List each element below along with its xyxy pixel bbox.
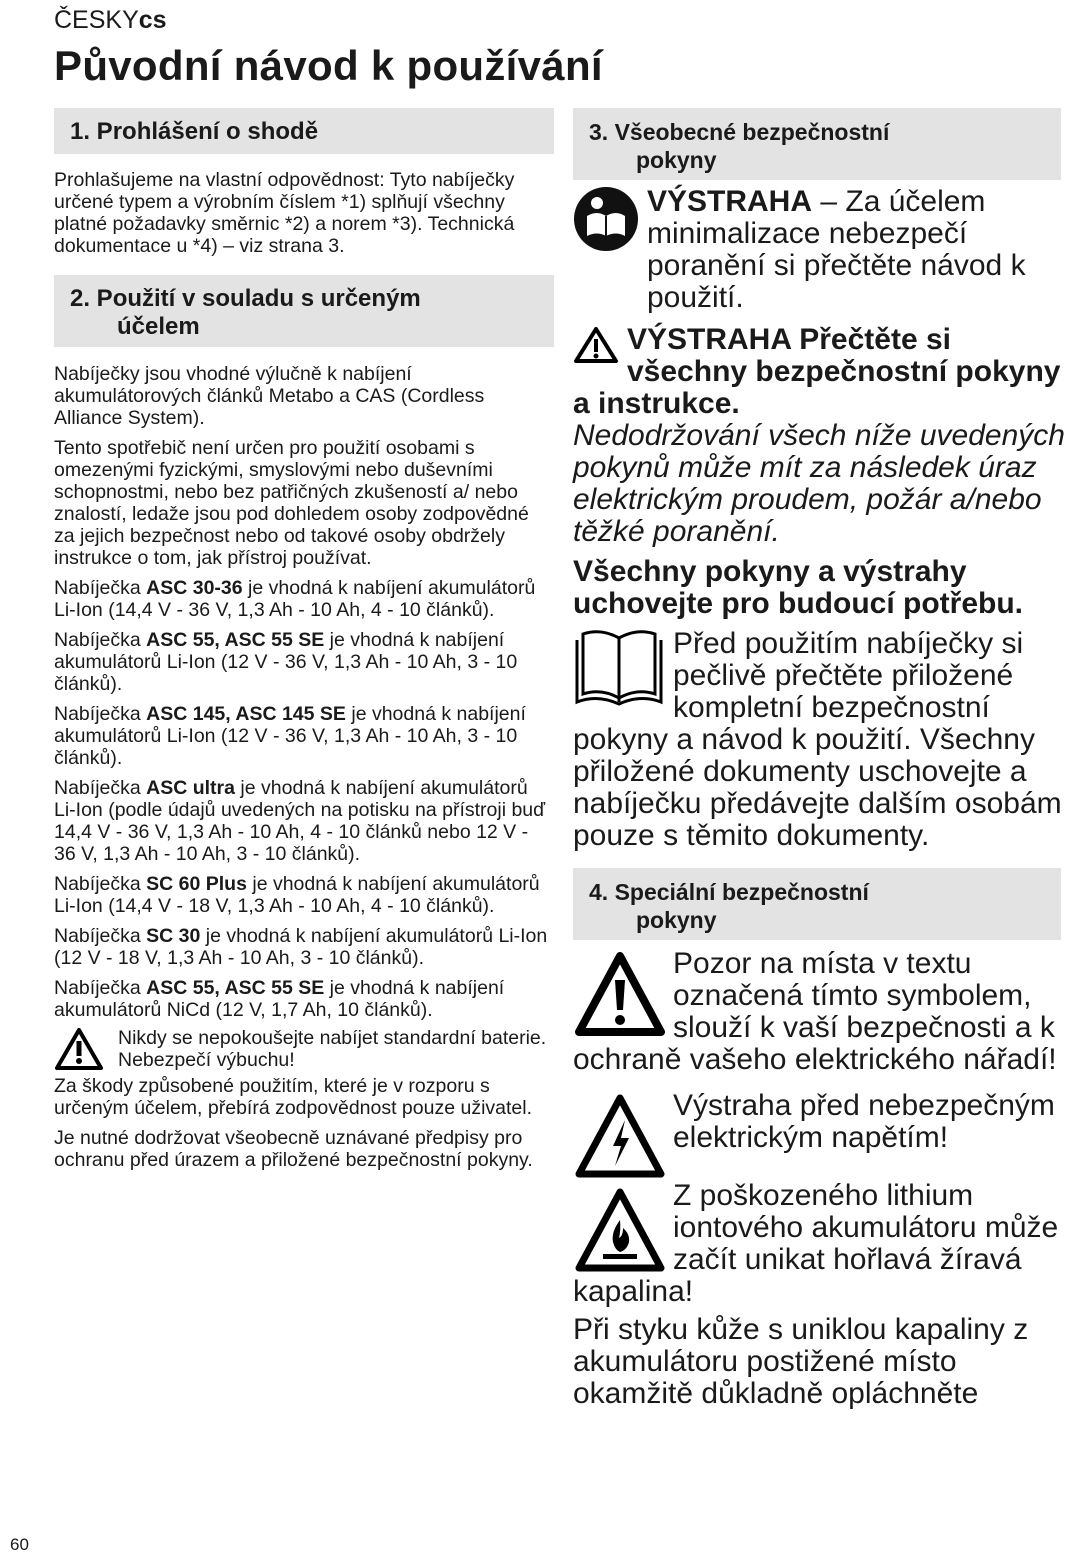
general-warning-consequence: Nedodržování všech níže uvedených pokynů může mít za následek úraz elektrickým proudem, požár a/nebo těžké poranění. <box>573 419 1065 548</box>
charger-prefix: Nabíječka <box>54 703 147 725</box>
left-column <box>54 108 554 1171</box>
section-2-title-line1: 2. Použití v souladu s určeným <box>70 285 421 312</box>
charger-list <box>54 577 554 1021</box>
charger-model: ASC ultra <box>146 777 235 799</box>
section-4-heading <box>573 868 1061 940</box>
attention-symbol-text: Pozor na místa v textu označená tímto symbolem, slouží k vaší bezpečnosti a k ochraně vašeho elektrického nářadí! <box>573 947 1057 1076</box>
read-documents-block <box>573 628 1073 852</box>
intended-use-text: Nabíječky jsou vhodné výlučně k nabíjení akumulátorových článků Metabo a CAS (Cordless Alliance System). <box>54 363 485 429</box>
charger-item <box>54 629 554 695</box>
charger-model: ASC 55, ASC 55 SE <box>146 629 325 651</box>
manual-warning-body: – Za účelem minimalizace nebezpečí poranění si přečtěte návod k použití. <box>647 185 1026 314</box>
charger-item <box>54 977 554 1021</box>
warning-triangle-icon <box>573 950 667 1038</box>
section-4-title-line1: 4. Speciální bezpečnostní <box>589 879 869 905</box>
keep-instructions-text: Všechny pokyny a výstrahy uchovejte pro budoucí potřebu. <box>573 555 1023 620</box>
battery-warning <box>54 1027 554 1071</box>
charger-item <box>54 873 554 917</box>
language-code: cs <box>138 6 167 34</box>
attention-symbol-block <box>573 948 1073 1076</box>
charger-description: je vhodná k nabíjení akumulátorů Li-Ion (12 V - 18 V, 1,3 Ah - 10 Ah, 3 - 10 článků). <box>54 925 548 969</box>
open-book-icon <box>573 628 665 708</box>
section-2-heading <box>54 275 554 347</box>
general-warning-block <box>573 324 1073 548</box>
misuse-liability-text: Za škody způsobené použitím, které je v rozporu s určeným účelem, přebírá zodpovědnost pouze uživatel. <box>54 1075 533 1119</box>
page-number: 60 <box>10 1535 29 1554</box>
section-3-heading <box>573 108 1061 180</box>
voltage-warning-block <box>573 1090 1073 1154</box>
language-name: ČESKY <box>54 6 139 34</box>
charger-prefix: Nabíječka <box>54 977 147 999</box>
flammable-warning-text: Z poškozeného lithium iontového akumulátoru může začít unikat hořlavá žíravá kapalina! <box>573 1179 1059 1308</box>
user-restriction-text: Tento spotřebič není určen pro použití osobami s omezenými fyzickými, smyslovými nebo duševními schopnostmi, nebo bez patřičných zkušeností a/ nebo znalostí, ledaže jsou pod dohledem osoby zodpovědné za jejich bezpečnost nebo od takové osoby obdržely instrukce o tom, jak přístroj používat. <box>54 437 529 569</box>
charger-item <box>54 703 554 769</box>
page-title: Původní návod k používání <box>54 42 603 89</box>
charger-prefix: Nabíječka <box>54 629 147 651</box>
section-3-title-line2: pokyny <box>636 147 717 173</box>
read-documents-text: Před použitím nabíječky si pečlivě přečtěte přiložené kompletní bezpečnostní pokyny a návod k použití. Všechny přiložené dokumenty uschovejte a nabíječku předávejte dalším osobám pouze s těmito dokumenty. <box>573 627 1062 852</box>
section-1-heading <box>54 108 554 154</box>
flammable-warning-block <box>573 1180 1073 1308</box>
manual-warning <box>573 186 1073 314</box>
charger-item <box>54 777 554 865</box>
charger-prefix: Nabíječka <box>54 873 147 895</box>
battery-warning-text: Nikdy se nepokoušejte nabíjet standardní baterie. Nebezpečí výbuchu! <box>118 1027 547 1071</box>
read-manual-icon <box>573 186 639 252</box>
language-label <box>54 6 167 35</box>
charger-description: je vhodná k nabíjení akumulátorů Li-Ion (podle údajů uvedených na potisku na přístroji buď 14,4 V - 36 V, 1,3 Ah - 10 Ah, 4 - 10 článků nebo 12 V - 36 V, 1,3 Ah - 10 Ah, 3 - 10 článků). <box>54 777 546 865</box>
section-3-title-line1: 3. Všeobecné bezpečnostní <box>589 119 890 145</box>
section-1-title: 1. Prohlášení o shodě <box>70 118 319 145</box>
charger-model: ASC 55, ASC 55 SE <box>146 977 325 999</box>
charger-description: je vhodná k nabíjení akumulátorů NiCd (12 V, 1,7 Ah, 10 článků). <box>54 977 505 1021</box>
charger-model: SC 60 Plus <box>146 873 247 895</box>
right-column <box>573 108 1073 1410</box>
electric-hazard-icon <box>573 1092 667 1180</box>
manual-warning-text <box>647 186 1047 314</box>
section-2-title-line2: účelem <box>117 313 200 340</box>
charger-item <box>54 925 554 969</box>
charger-model: SC 30 <box>146 925 201 947</box>
warning-triangle-icon <box>54 1027 104 1071</box>
warning-triangle-icon <box>573 326 619 364</box>
flammable-hazard-icon <box>573 1186 667 1274</box>
charger-prefix: Nabíječka <box>54 577 147 599</box>
voltage-warning-text: Výstraha před nebezpečným elektrickým napětím! <box>673 1089 1055 1154</box>
charger-description: je vhodná k nabíjení akumulátorů Li-Ion (14,4 V - 36 V, 1,3 Ah - 10 Ah, 4 - 10 článků). <box>54 577 536 621</box>
skin-contact-text: Při styku kůže s uniklou kapaliny z akumulátoru postižené místo okamžitě důkladně opláchněte <box>573 1313 1029 1410</box>
charger-model: ASC 30-36 <box>146 577 243 599</box>
safety-rules-text: Je nutné dodržovat všeobecně uznávané předpisy pro ochranu před úrazem a přiložené bezpečnostní pokyny. <box>54 1127 533 1171</box>
general-warning-title: VÝSTRAHA Přečtěte si všechny bezpečnostní pokyny a instrukce. <box>573 323 1061 420</box>
charger-model: ASC 145, ASC 145 SE <box>146 703 346 725</box>
manual-warning-label: VÝSTRAHA <box>647 185 813 218</box>
charger-prefix: Nabíječka <box>54 777 147 799</box>
section-4-title-line2: pokyny <box>636 907 717 933</box>
charger-description: je vhodná k nabíjení akumulátorů Li-Ion (12 V - 36 V, 1,3 Ah - 10 Ah, 3 - 10 článků). <box>54 703 526 769</box>
charger-item <box>54 577 554 621</box>
charger-description: je vhodná k nabíjení akumulátorů Li-Ion (12 V - 36 V, 1,3 Ah - 10 Ah, 3 - 10 článků). <box>54 629 518 695</box>
charger-prefix: Nabíječka <box>54 925 147 947</box>
charger-description: je vhodná k nabíjení akumulátorů Li-Ion (14,4 V - 18 V, 1,3 Ah - 10 Ah, 4 - 10 článků). <box>54 873 540 917</box>
declaration-text: Prohlašujeme na vlastní odpovědnost: Tyto nabíječky určené typem a výrobním číslem *1) splňují všechny platné požadavky směrnic *2) a norem *3). Technická dokumentace u *4) – viz strana 3. <box>54 169 515 257</box>
